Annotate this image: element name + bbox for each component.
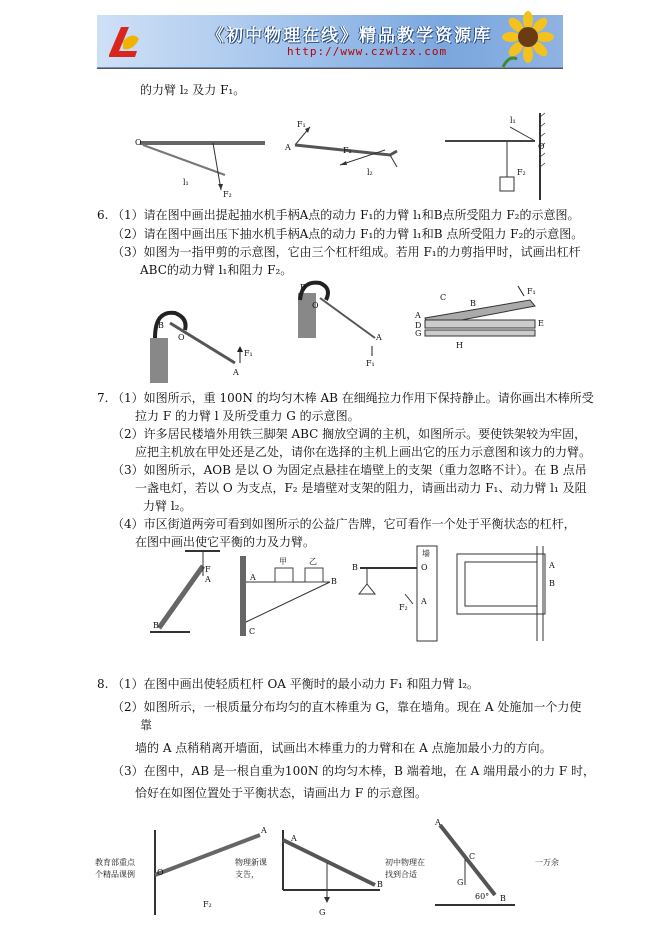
svg-text:O: O xyxy=(178,333,185,342)
q8-part1: （1）在图中画出使轻质杠杆 OA 平衡时的最小动力 F₁ 和阻力臂 l₂。 xyxy=(112,677,479,691)
figure-lamp-bracket xyxy=(352,546,437,641)
svg-text:A: A xyxy=(435,818,441,827)
svg-text:B: B xyxy=(300,283,306,292)
svg-text:支告，: 支告， xyxy=(235,870,259,879)
figure-wall-lever xyxy=(445,113,545,200)
figure-lever-horizontal xyxy=(135,138,265,199)
q7-number: 7. xyxy=(97,391,109,405)
svg-text:个精品课例: 个精品课例 xyxy=(95,870,135,879)
svg-text:l₁: l₁ xyxy=(183,178,189,187)
q6-part3a: （3）如图为一指甲剪的示意图，它由三个杠杆组成。若用 F₁的力剪指甲时，试画出杠杆 xyxy=(112,245,581,259)
svg-text:H: H xyxy=(456,341,463,350)
figure-lever-slanted xyxy=(284,120,397,177)
svg-text:O: O xyxy=(421,563,428,572)
figure-rope-stick xyxy=(150,551,220,632)
svg-text:F₂: F₂ xyxy=(517,168,526,177)
intro-line: 的力臂 l₂ 及力 F₁。 xyxy=(140,83,246,97)
svg-text:F₁: F₁ xyxy=(366,359,375,368)
svg-text:甲: 甲 xyxy=(279,557,287,566)
figure-stick-ground xyxy=(434,818,559,905)
svg-text:物理新课: 物理新课 xyxy=(235,858,267,867)
q7-part4b: 在图中画出使它平衡的力及力臂。 xyxy=(135,535,316,549)
svg-text:A: A xyxy=(233,368,239,377)
svg-text:F₁: F₁ xyxy=(297,120,306,129)
svg-text:教育部重点: 教育部重点 xyxy=(95,858,135,867)
q7-part1b: 拉力 F 的力臂 l 及所受重力 G 的示意图。 xyxy=(135,409,360,423)
q7-part3c: 力臂 l₂。 xyxy=(143,499,192,513)
figure-row-3 xyxy=(145,546,565,641)
svg-text:墙: 墙 xyxy=(422,549,430,558)
figure-nail-clipper xyxy=(414,286,544,350)
svg-text:F: F xyxy=(205,565,211,574)
svg-text:C: C xyxy=(249,627,256,636)
svg-text:F₂: F₂ xyxy=(343,146,352,155)
svg-text:A: A xyxy=(421,597,427,606)
q8-part3a: （3）在图中，AB 是一根自重为100N 的均匀木棒，B 端着地，在 A 端用最小的力 F 时， xyxy=(112,764,596,778)
svg-text:A: A xyxy=(376,333,382,342)
svg-text:C: C xyxy=(469,852,476,861)
svg-text:B: B xyxy=(377,880,383,889)
svg-text:B: B xyxy=(352,563,358,572)
q6-part2: （2）请在图中画出压下抽水机手柄A点的动力 F₁的力臂 l₁和B 点所受阻力 F₂的示意图。 xyxy=(112,227,584,241)
header-rule xyxy=(97,68,563,69)
svg-text:F₂: F₂ xyxy=(203,900,212,909)
figure-stick-wall xyxy=(235,830,425,917)
svg-text:F₂: F₂ xyxy=(223,190,232,199)
svg-text:A: A xyxy=(261,826,267,835)
svg-text:A: A xyxy=(205,575,211,584)
q6-part3b: ABC的动力臂 l₁和阻力 F₂。 xyxy=(140,263,293,277)
svg-text:A: A xyxy=(291,834,297,843)
q6-part1: （1）请在图中画出提起抽水机手柄A点的动力 F₁的力臂 l₁和B点所受阻力 F₂的示意图。 xyxy=(112,208,580,222)
svg-text:初中物理在: 初中物理在 xyxy=(385,858,425,867)
svg-text:乙: 乙 xyxy=(309,557,317,566)
svg-text:F₁: F₁ xyxy=(527,287,536,296)
svg-text:A: A xyxy=(285,143,291,152)
svg-text:E: E xyxy=(538,319,544,328)
q8-part3b: 恰好在如图位置处于平衡状态，请画出力 F 的示意图。 xyxy=(135,786,427,800)
q7-part2b: 应把主机放在甲处还是乙处，请你在选择的主机上画出它的压力示意图和该力的力臂。 xyxy=(135,445,592,459)
svg-text:B: B xyxy=(153,621,159,630)
svg-text:G: G xyxy=(457,878,464,887)
svg-text:60°: 60° xyxy=(475,892,490,901)
svg-text:A: A xyxy=(250,573,256,582)
svg-text:找到合适: 找到合适 xyxy=(385,870,417,879)
q7-part2a: （2）许多居民楼墙外用铁三脚架 ABC 搁放空调的主机，如图所示。要使铁架较为牢固， xyxy=(112,427,587,441)
svg-text:B: B xyxy=(549,579,555,588)
q7-part3b: 一盏电灯，若以 O 为支点，F₂ 是墙壁对支架的阻力，请画出动力 F₁、动力臂 l₁ 及阻 xyxy=(135,481,587,495)
svg-text:B: B xyxy=(331,577,337,586)
svg-text:O: O xyxy=(312,301,319,310)
svg-text:G: G xyxy=(415,329,422,338)
svg-text:D: D xyxy=(415,321,422,330)
q6-number: 6. xyxy=(97,208,109,222)
q8-part2a: （2）如图所示，一根质量分布均匀的直木棒重为 G，靠在墙角。现在 A 处施加一个力使 xyxy=(112,700,582,714)
q7-part3a: （3）如图所示，AOB 是以 O 为固定点悬挂在墙壁上的支架（重力忽略不计）。在 B 点吊 xyxy=(112,463,587,477)
figure-billboard xyxy=(457,546,555,641)
svg-text:l₁: l₁ xyxy=(510,116,516,125)
svg-text:B: B xyxy=(158,321,164,330)
svg-text:G: G xyxy=(319,908,326,917)
figure-row-1 xyxy=(135,105,555,200)
figure-pump-1 xyxy=(150,313,253,383)
svg-text:A: A xyxy=(549,561,555,570)
q8-part2c: 墙的 A 点稍稍离开墙面，试画出木棒重力的力臂和在 A 点施加最小力的方向。 xyxy=(135,741,552,755)
site-logo-icon xyxy=(103,21,143,61)
svg-text:F₂: F₂ xyxy=(399,603,408,612)
figure-ac-bracket xyxy=(240,556,337,636)
figure-row-2 xyxy=(140,278,560,388)
svg-text:B: B xyxy=(500,894,506,903)
svg-text:一万余: 一万余 xyxy=(535,858,559,867)
site-title: 《初中物理在线》精品教学资源库 xyxy=(207,26,492,46)
header-banner xyxy=(97,15,563,68)
svg-text:A: A xyxy=(415,311,421,320)
sunflower-icon xyxy=(473,15,563,67)
svg-text:O: O xyxy=(538,142,545,151)
figure-pump-2 xyxy=(298,283,382,368)
svg-text:O: O xyxy=(157,868,164,877)
q7-part1a: （1）如图所示，重 100N 的均匀木棒 AB 在细绳拉力作用下保持静止。请你画出木棒所受 xyxy=(112,391,594,405)
site-url[interactable]: http://www.czwlzx.com xyxy=(287,45,448,58)
figure-row-4 xyxy=(95,815,565,925)
svg-text:l₂: l₂ xyxy=(367,168,373,177)
svg-text:B: B xyxy=(470,299,476,308)
svg-text:O: O xyxy=(135,138,142,147)
q8-part2b: 靠 xyxy=(140,718,153,732)
q7-part4a: （4）市区街道两旁可看到如图所示的公益广告牌，它可看作一个处于平衡状态的杠杆， xyxy=(112,517,576,531)
q8-number: 8. xyxy=(97,677,109,691)
svg-text:C: C xyxy=(440,293,447,302)
svg-text:F₁: F₁ xyxy=(244,349,253,358)
